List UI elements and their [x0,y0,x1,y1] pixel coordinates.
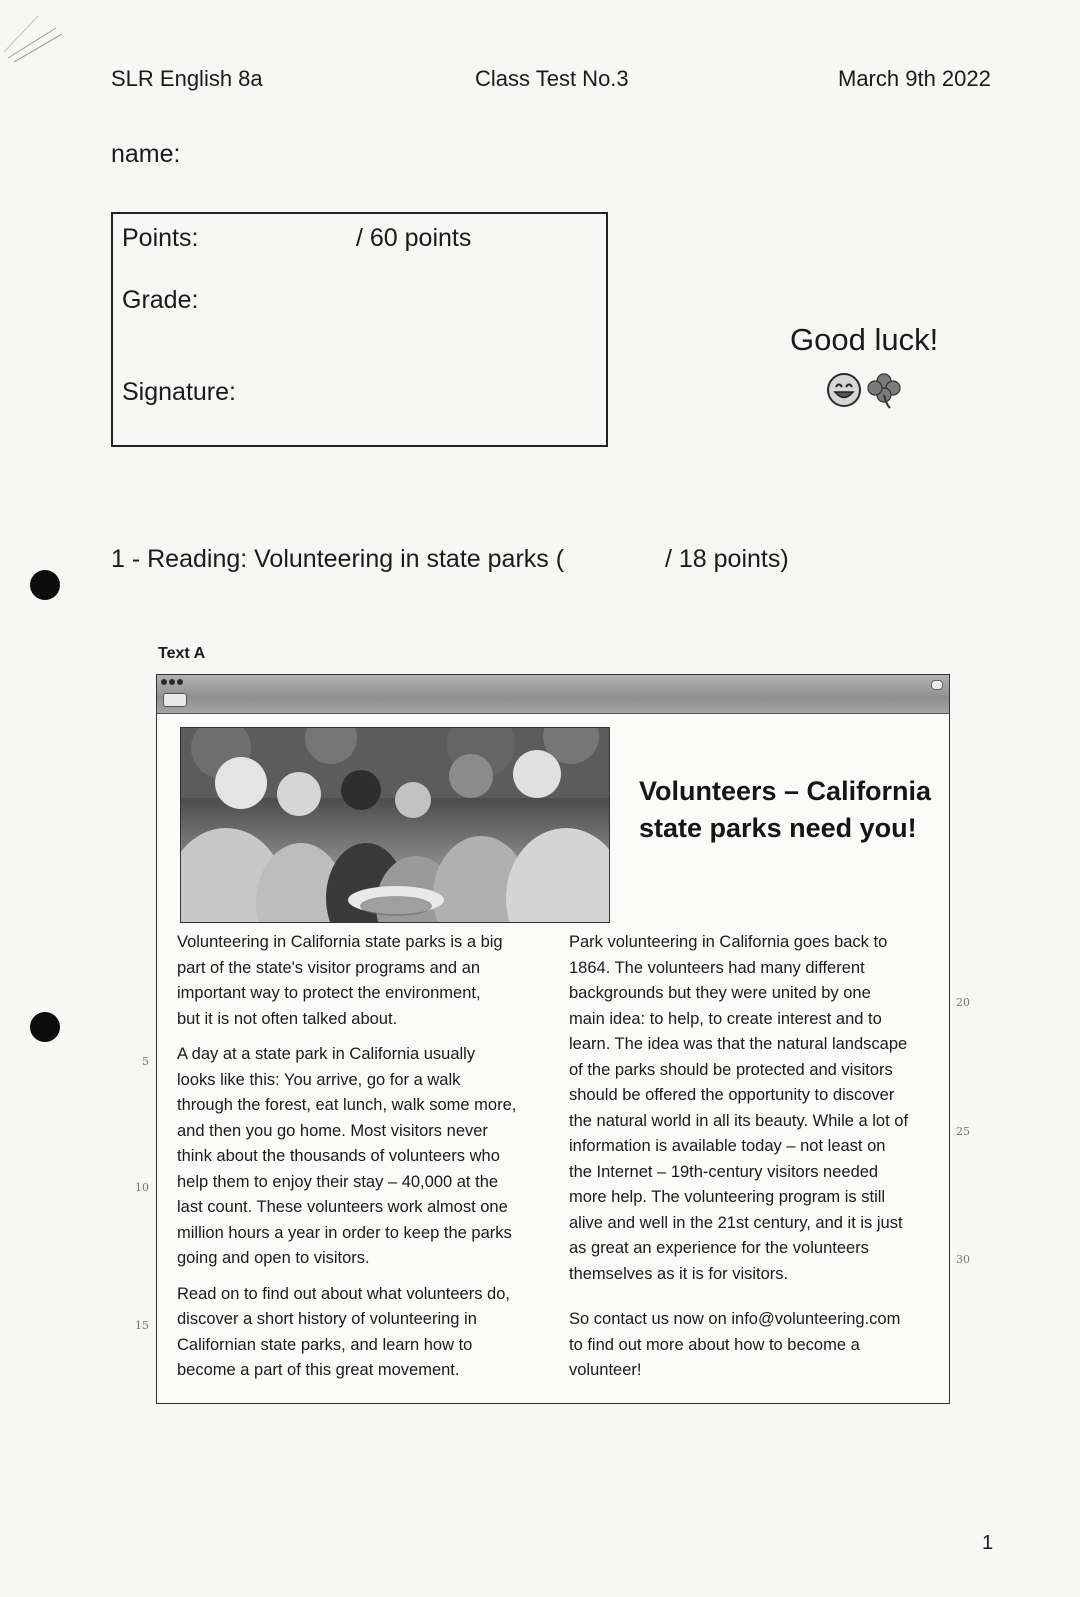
window-dot-icon [169,679,175,685]
window-dot-icon [177,679,183,685]
line-number-25: 25 [956,1125,970,1138]
window-dot-icon [161,679,167,685]
left-paragraph-3: Read on to find out about what volunteers do, discover a short history of volunteering in Californian state parks, and learn how to become a part of this great movement. [177,1284,510,1379]
grade-label: Grade: [122,286,199,314]
name-label: name: [111,140,181,168]
window-close-icon [931,680,943,690]
line-number-30: 30 [956,1253,970,1266]
article-headline: Volunteers – California state parks need you! [639,776,932,843]
line-number-5: 5 [142,1055,149,1068]
good-luck-icons [826,370,910,415]
page-number: 1 [982,1532,994,1554]
section-title: 1 - Reading: Volunteering in state parks ( [111,545,565,573]
smiley-icon [828,374,860,406]
test-title: Class Test No.3 [475,66,629,91]
points-total: / 60 points [356,224,472,252]
section-points: / 18 points) [665,545,789,573]
points-label: Points: [122,224,199,252]
right-paragraph-2: So contact us now on info@volunteering.com to find out more about how to become a volunteer! [569,1310,901,1379]
binder-hole-bottom [30,1012,60,1042]
right-paragraph-1: Park volunteering in California goes back to 1864. The volunteers had many different backgrounds but they were united by one main idea: to help, to create interest and to learn. The idea was that the natural landscape of the parks should be protected and visitors should be offered the opportunity to discover the natural world in all its beauty. While a lot of information is available today – not least on the Internet – 19th-century visitors needed more help. The volunteering program is still alive and well in the 21st century, and it is just as great an experience for the volunteers themselves as it is for visitors. [569,933,909,1283]
browser-title-bar [157,675,949,714]
article-left-column [177,930,547,1394]
line-number-15: 15 [135,1319,149,1332]
score-box [111,212,608,447]
article-right-column [569,930,939,1394]
line-number-20: 20 [956,996,970,1009]
binder-hole-top [30,570,60,600]
code-tab-icon [163,693,187,707]
pencil-mark [0,12,70,72]
signature-label: Signature: [122,378,236,406]
text-a-label: Text A [158,645,206,662]
line-number-10: 10 [135,1181,149,1194]
good-luck-text: Good luck! [790,322,939,357]
left-paragraph-1: Volunteering in California state parks is a big part of the state's visitor programs and an important way to protect the environment, but it is not often talked about. [177,933,503,1028]
clover-icon [868,374,900,408]
test-date: March 9th 2022 [838,66,991,91]
article-browser-frame [156,674,950,1404]
volunteers-photo [180,727,610,923]
course-name: SLR English 8a [111,66,263,91]
left-paragraph-2: A day at a state park in California usually looks like this: You arrive, go for a walk through the forest, eat lunch, walk some more, and then you go home. Most visitors never think about the thousands of volunteers who help them to enjoy their stay – 40,000 at the last count. These volunteers work almost one million hours a year in order to keep the parks going and open to visitors. [177,1045,517,1267]
